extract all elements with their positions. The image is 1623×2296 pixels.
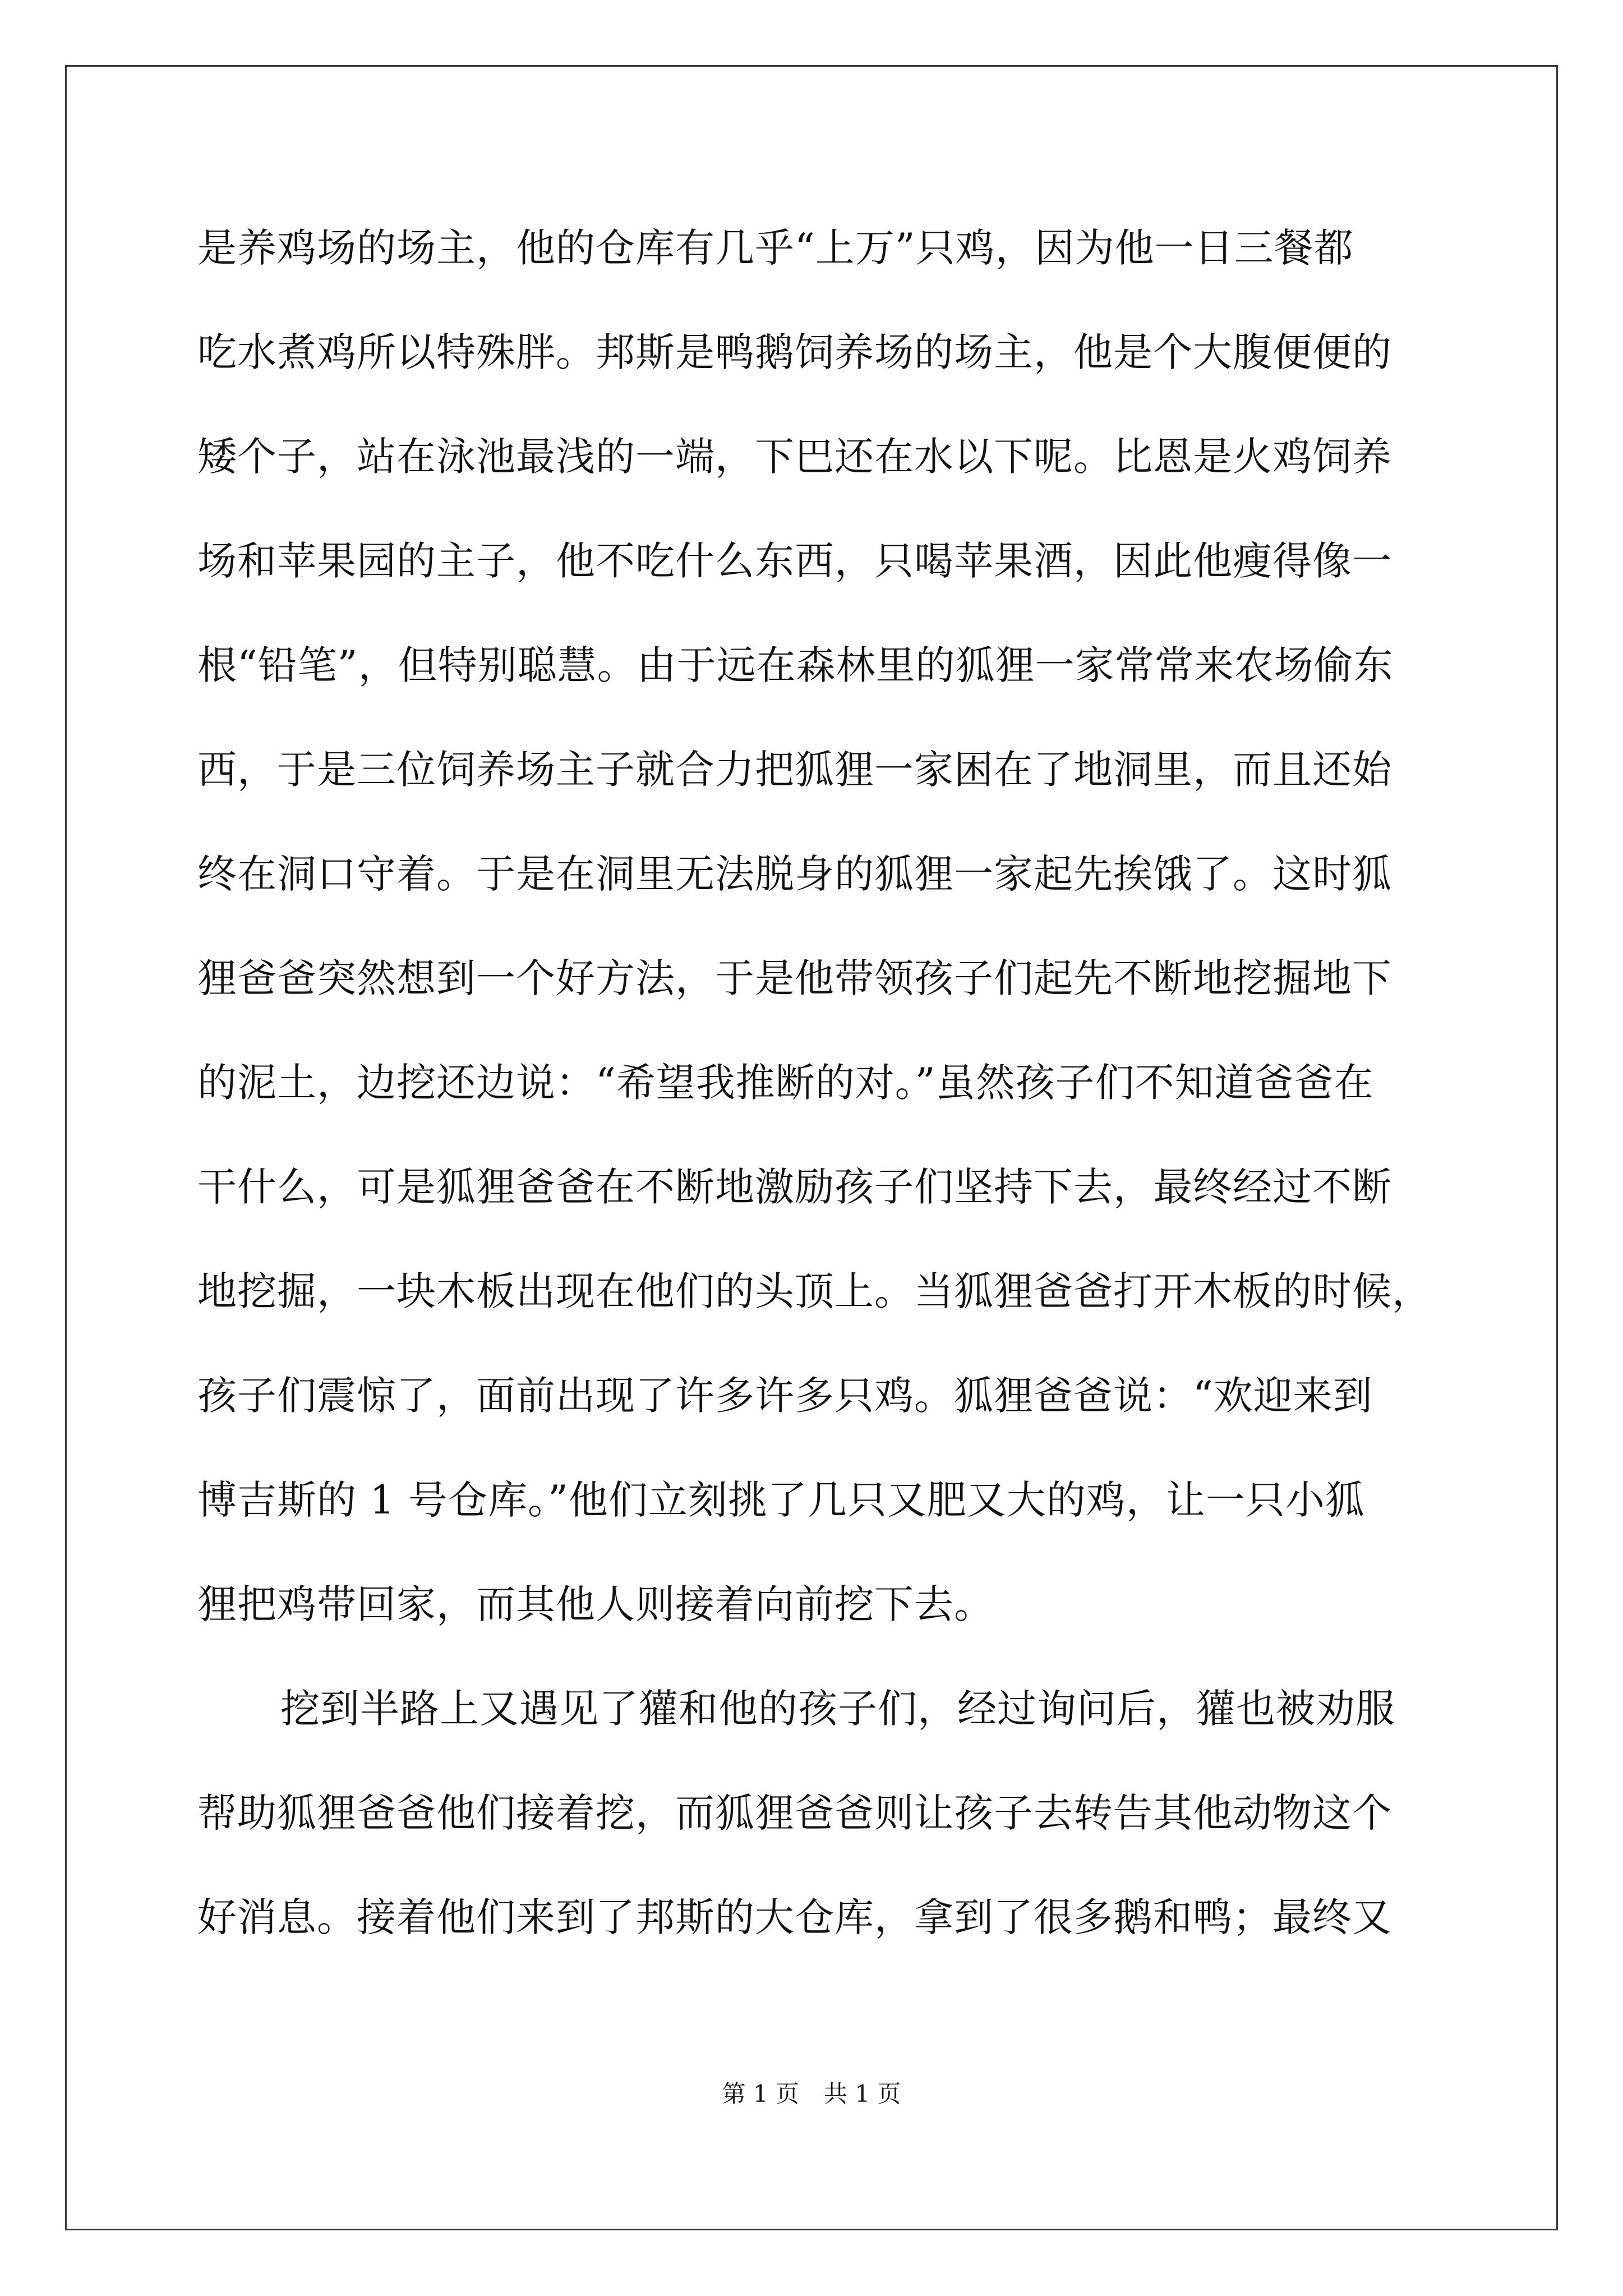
page-number: 第 1 页 — [722, 2080, 799, 2108]
text-line: 场和苹果园的主子，他不吃什么东西，只喝苹果酒，因此他瘦得像一 — [197, 538, 1392, 584]
text-line: 孩子们震惊了，面前出现了许多许多只鸡。狐狸爸爸说：“欢迎来到 — [197, 1373, 1373, 1419]
text-line: 吃水煮鸡所以特殊胖。邦斯是鸭鹅饲养场的场主，他是个大腹便便的 — [197, 329, 1392, 375]
text-line: 干什么，可是狐狸爸爸在不断地激励孩子们坚持下去，最终经过不断 — [197, 1164, 1392, 1210]
text-line: 帮助狐狸爸爸他们接着挖，而狐狸爸爸则让孩子去转告其他动物这个 — [197, 1790, 1392, 1836]
text-line: 西，于是三位饲养场主子就合力把狐狸一家困在了地洞里，而且还始 — [197, 747, 1392, 793]
page-total: 共 1 页 — [824, 2080, 901, 2108]
text-line: 的泥土，边挖还边说：“希望我推断的对。”虽然孩子们不知道爸爸在 — [197, 1060, 1374, 1106]
text-line: 博吉斯的 1 号仓库。”他们立刻挑了几只又肥又大的鸡，让一只小狐 — [197, 1477, 1365, 1523]
text-line: 是养鸡场的场主，他的仓库有几乎“上万”只鸡，因为他一日三餐都 — [197, 225, 1354, 271]
text-line: 好消息。接着他们来到了邦斯的大仓库，拿到了很多鹅和鸭；最终又 — [197, 1894, 1392, 1940]
page-footer — [0, 2076, 1623, 2109]
text-line: 狸爸爸突然想到一个好方法，于是他带领孩子们起先不断地挖掘地下 — [197, 955, 1392, 1001]
text-line: 终在洞口守着。于是在洞里无法脱身的狐狸一家起先挨饿了。这时狐 — [197, 851, 1392, 897]
document-body — [197, 220, 1431, 1994]
text-line: 根“铅笔”，但特别聪慧。由于远在森林里的狐狸一家常常来农场偷东 — [197, 642, 1394, 688]
text-line: 矮个子，站在泳池最浅的一端，下巴还在水以下呢。比恩是火鸡饲养 — [197, 434, 1392, 480]
paragraph-1 — [197, 220, 1431, 1681]
text-line: 狸把鸡带回家，而其他人则接着向前挖下去。 — [197, 1581, 994, 1627]
text-line: 地挖掘，一块木板出现在他们的头顶上。当狐狸爸爸打开木板的时候， — [197, 1268, 1432, 1314]
paragraph-2 — [197, 1681, 1431, 1994]
text-line: 挖到半路上又遇见了獾和他的孩子们，经过询问后，獾也被劝服 — [280, 1686, 1395, 1732]
